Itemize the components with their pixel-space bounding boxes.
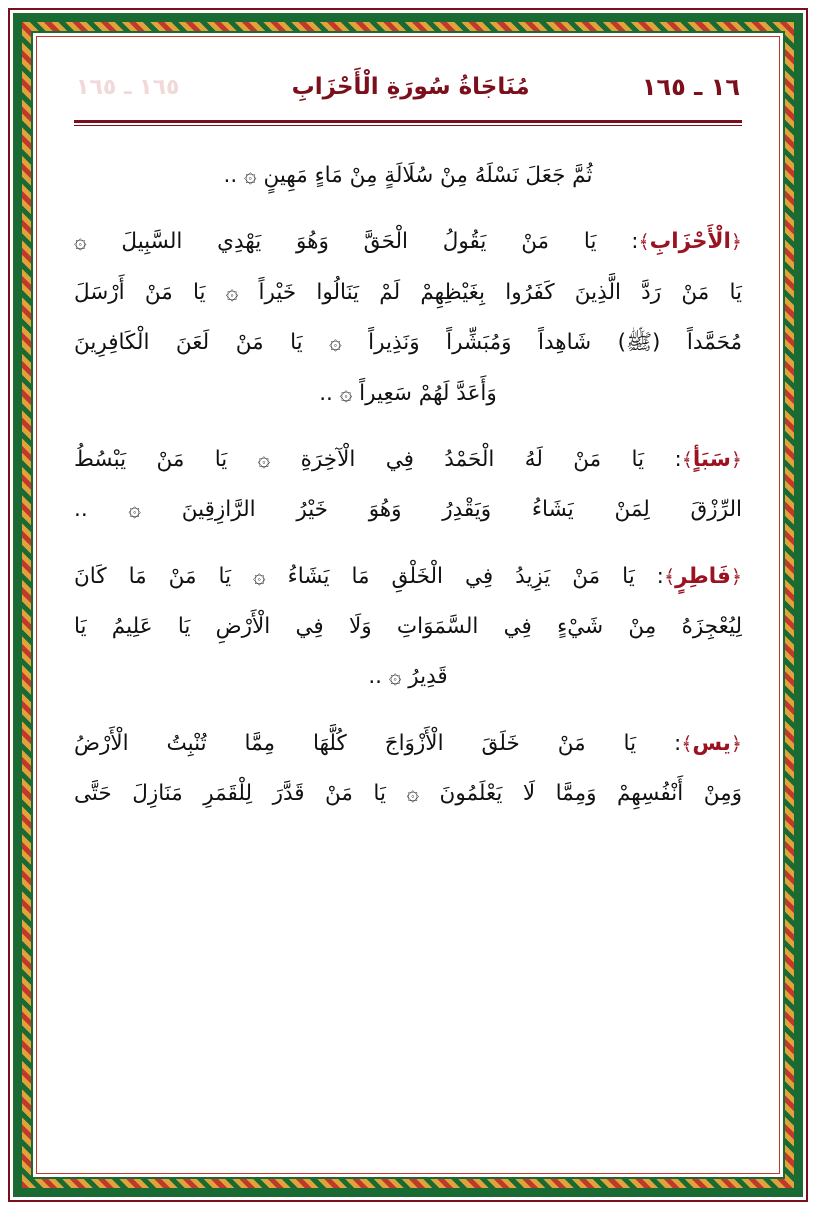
text-line: قَدِيرُ ۞ .. [368,664,448,690]
text-segment: : يَا مَنْ لَهُ الْحَمْدُ فِي الْآخِرَةِ ۞ يَا مَنْ يَبْسُطُ [74,446,682,472]
text-line: يَا مَنْ رَدَّ الَّذِينَ كَفَرُوا بِغَيْظِهِمْ لَمْ يَنَالُوا خَيْراً ۞ يَا مَنْ أَرْسَلَ [74,279,742,305]
ornament-bracket-end: ﴾ [681,732,693,755]
text-line [74,218,742,266]
ornament-bracket-start: ﴿ [730,231,742,254]
header-divider [74,120,742,123]
surah-name-tag: فَاطِرٍ [675,563,731,589]
text-line: مُحَمَّداً (ﷺ) شَاهِداً وَمُبَشِّراً وَنَذِيراً ۞ يَا مَنْ لَعَنَ الْكَافِرِينَ [74,330,742,356]
paragraph-al-ahzab [74,218,742,418]
text-segment: : يَا مَنْ خَلَقَ الْأَزْوَاجَ كُلَّهَا مِمَّا تُنْبِتُ الْأَرْضُ [74,730,682,756]
page-number-watermark: ١٦٥ ـ ١٦٥ [76,74,180,100]
page-title: مُنَاجَاةُ سُورَةِ الْأَحْزَابِ [291,74,530,100]
ornament-bracket-start: ﴿ [730,732,742,755]
page-content [44,44,772,1166]
text-line [74,553,742,601]
surah-name-tag: الْأَحْزَابِ [649,229,731,255]
text-line: الرِّزْقَ لِمَنْ يَشَاءُ وَيَقْدِرُ وَهُوَ خَيْرُ الرَّازِقِينَ ۞ .. [74,497,742,523]
text-line: وَأَعَدَّ لَهُمْ سَعِيراً ۞ .. [319,380,497,406]
ornament-bracket-start: ﴿ [730,565,742,588]
ornament-bracket-end: ﴾ [681,448,693,471]
text-line [74,720,742,768]
text-line: وَمِنْ أَنْفُسِهِمْ وَمِمَّا لَا يَعْلَمُونَ ۞ يَا مَنْ قَدَّرَ لِلْقَمَرِ مَنَازِلَ حَتَّى [74,781,742,807]
header-divider-thin [74,125,742,126]
surah-name-tag: سَبَأٍ [692,446,731,472]
page-number: ١٦ ـ ١٦٥ [641,73,740,101]
paragraph-intro [74,152,742,200]
supplication-body [66,152,750,819]
text-segment: : يَا مَنْ يَقُولُ الْحَقَّ وَهُوَ يَهْدِي السَّبِيلَ ۞ [74,229,639,255]
text-line: ثُمَّ جَعَلَ نَسْلَهُ مِنْ سُلَالَةٍ مِنْ مَاءٍ مَهِينٍ ۞ .. [223,163,593,188]
ornament-bracket-start: ﴿ [730,448,742,471]
text-line [74,436,742,484]
text-segment: : يَا مَنْ يَزِيدُ فِي الْخَلْقِ مَا يَشَاءُ ۞ يَا مَنْ مَا كَانَ [74,563,664,589]
ornament-bracket-end: ﴾ [663,565,676,588]
paragraph-fatir [74,553,742,702]
paragraph-yasin [74,720,742,819]
surah-name-tag: يس [692,730,731,756]
ornament-bracket-end: ﴾ [638,231,650,254]
text-line: لِيُعْجِزَهُ مِنْ شَيْءٍ فِي السَّمَوَاتِ وَلَا فِي الْأَرْضِ يَا عَلِيمُ يَا [74,614,742,639]
page-header [66,58,750,116]
paragraph-saba [74,436,742,535]
